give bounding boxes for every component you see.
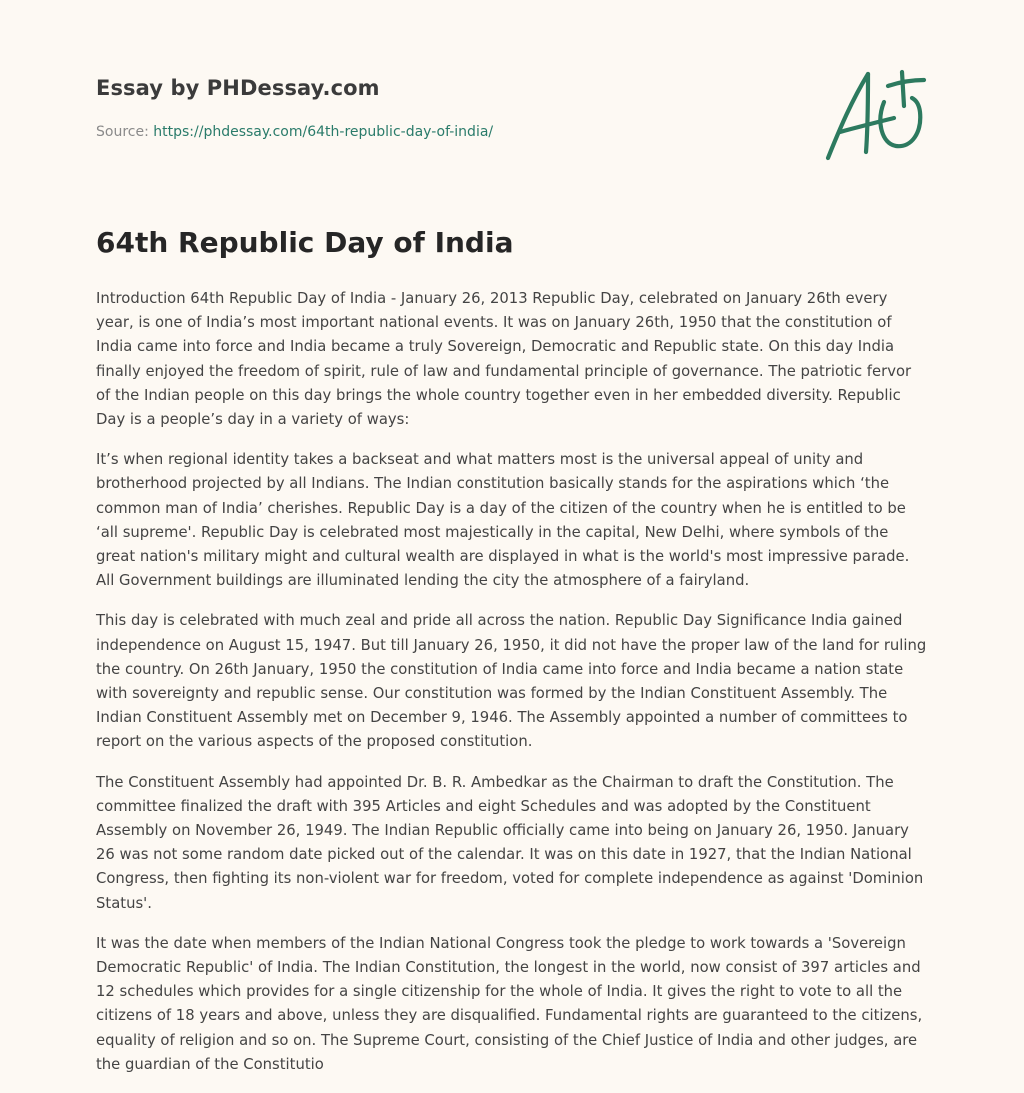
essay-paragraph: It was the date when members of the Indian National Congress took the pledge to work towards a 'Sovereign Democratic Republic' of India. The Indian Constitution, the longest in the world, now consist of 397 articles and 12 schedules which provides for a single citizenship for the whole of India. It gives the right to vote to all the citizens of 18 years and above, unless they are disqualified. Fundamental rights are guaranteed to the citizens, equality of religion and so on. The Supreme Court, consisting of the Chief Justice of India and other judges, are the guardian of the Constitutio: [96, 934, 923, 1073]
source-link[interactable]: https://phdessay.com/64th-republic-day-of-india/: [153, 124, 494, 140]
a-plus-grade-icon: [818, 66, 930, 166]
essay-paragraph: Introduction 64th Republic Day of India - January 26, 2013 Republic Day, celebrated on January 26th every year, is one of India’s most important national events. It was on January 26th, 1950 that the constitution of India came into force and India became a truly Sovereign, Democratic and Republic state. On this day India finally enjoyed the freedom of spirit, rule of law and fundamental principle of governance. The patriotic fervor of the Indian people on this day brings the whole country together even in her embedded diversity. Republic Day is a people’s day in a variety of ways:: [96, 290, 912, 429]
essay-paragraph: It’s when regional identity takes a backseat and what matters most is the universal appeal of unity and brotherhood projected by all Indians. The Indian constitution basically stands for the aspirations which ‘the common man of India’ cherishes. Republic Day is a day of the citizen of the country when he is entitled to be ‘all supreme'. Republic Day is celebrated most majestically in the capital, New Delhi, where symbols of the great nation's military might and cultural wealth are displayed in what is the world's most impressive parade. All Government buildings are illuminated lending the city the atmosphere of a fairyland.: [96, 451, 910, 590]
essay-paragraph: The Constituent Assembly had appointed Dr. B. R. Ambedkar as the Chairman to draft the Constitution. The committee finalized the draft with 395 Articles and eight Schedules and was adopted by the Constituent Assembly on November 26, 1949. The Indian Republic officially came into being on January 26, 1950. January 26 was not some random date picked out of the calendar. It was on this date in 1927, that the Indian National Congress, then fighting its non-violent war for freedom, voted for complete independence as against 'Dominion Status'.: [96, 773, 924, 912]
site-brand: Essay by PHDessay.com: [96, 76, 380, 100]
essay-paragraph: This day is celebrated with much zeal and pride all across the nation. Republic Day Significance India gained independence on August 15, 1947. But till January 26, 1950, it did not have the proper law of the land for ruling the country. On 26th January, 1950 the constitution of India came into force and India became a nation state with sovereignty and republic sense. Our constitution was formed by the Indian Constituent Assembly. The Indian Constituent Assembly met on December 9, 1946. The Assembly appointed a number of committees to report on the various aspects of the proposed constitution.: [96, 612, 927, 751]
source-line: [96, 124, 493, 140]
essay-title: 64th Republic Day of India: [96, 226, 514, 259]
essay-body: [96, 287, 928, 1093]
source-label: Source:: [96, 124, 149, 140]
